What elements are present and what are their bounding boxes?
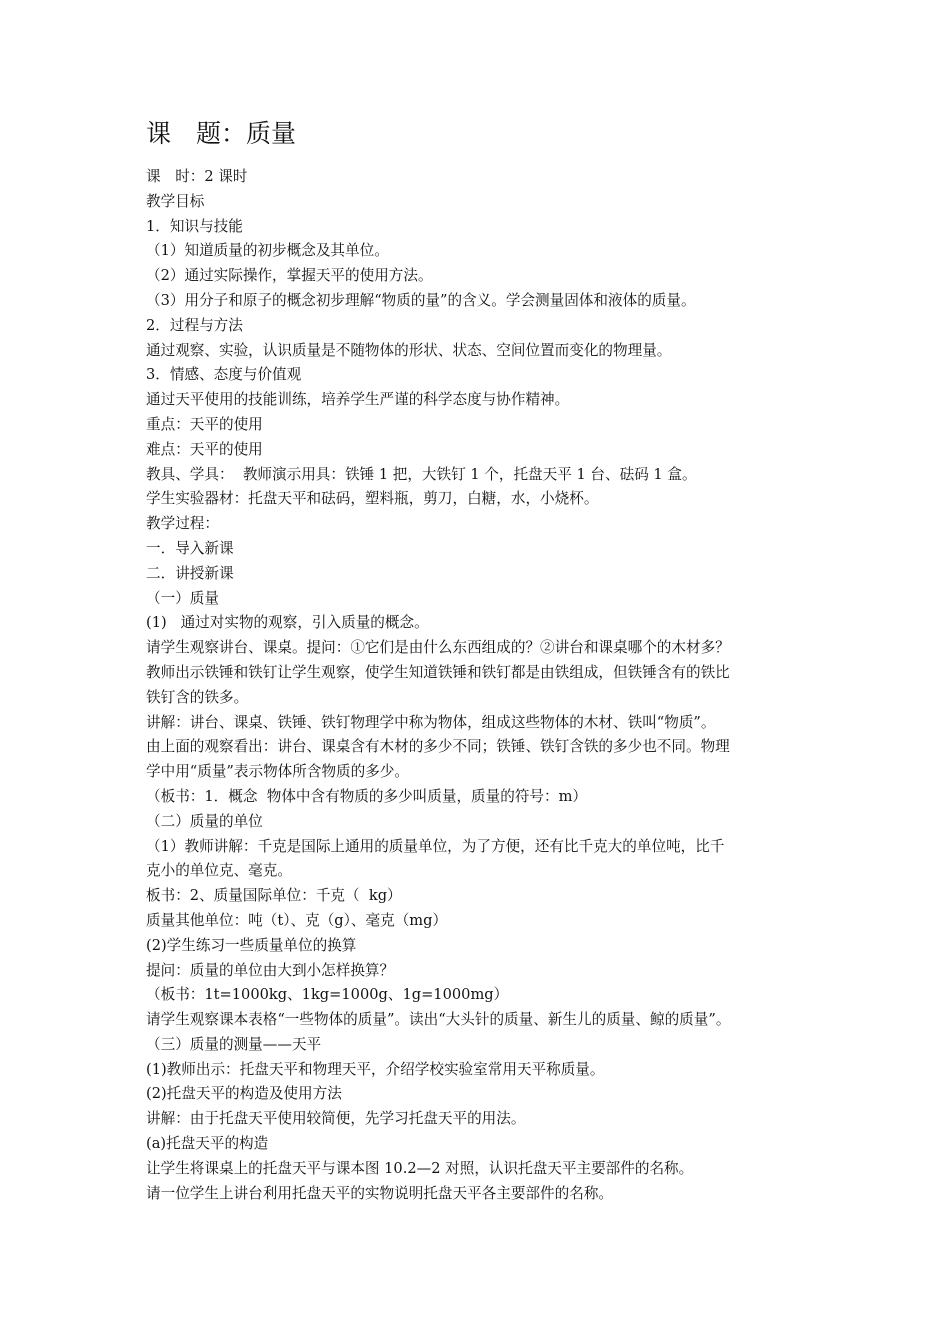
- lesson-body: [146, 165, 816, 1206]
- text-line: 2．过程与方法: [146, 316, 243, 334]
- text-line: 教学目标: [146, 192, 205, 210]
- text-line: 通过天平使用的技能训练，培养学生严谨的科学态度与协作精神。: [146, 391, 570, 409]
- text-line: 讲解：由于托盘天平使用较简便，先学习托盘天平的用法。: [146, 1110, 526, 1128]
- text-line: （3）用分子和原子的概念初步理解“物质的量”的含义。学会测量固体和液体的质量。: [146, 291, 696, 309]
- text-line: 板书：2、质量国际单位：千克（ kg）: [146, 887, 402, 905]
- text-line: 铁钉含的铁多。: [146, 688, 249, 706]
- text-line: (2)学生练习一些质量单位的换算: [146, 936, 357, 954]
- text-line: 学中用“质量”表示物体所含物质的多少。: [146, 763, 410, 781]
- text-line: （1）教师讲解：千克是国际上通用的质量单位，为了方便，还有比千克大的单位吨，比千: [146, 837, 725, 855]
- text-line: 通过观察、实验，认识质量是不随物体的形状、状态、空间位置而变化的物理量。: [146, 341, 672, 359]
- text-line: 3．情感、态度与价值观: [146, 366, 302, 384]
- text-line: （二）质量的单位: [146, 812, 263, 830]
- text-line: 重点：天平的使用: [146, 415, 263, 433]
- text-line: 请学生观察课本表格“一些物体的质量”。读出“大头针的质量、新生儿的质量、鲸的质量”。: [146, 1011, 731, 1029]
- text-line: 教师出示铁锤和铁钉让学生观察，使学生知道铁锤和铁钉都是由铁组成，但铁锤含有的铁比: [146, 663, 730, 681]
- text-line: 提问：质量的单位由大到小怎样换算？: [146, 961, 395, 979]
- text-line: （板书：1．概念 物体中含有物质的多少叫质量，质量的符号：m）: [146, 787, 588, 805]
- text-line: 课 时：2 课时: [146, 168, 248, 185]
- text-line: (1) 通过对实物的观察，引入质量的概念。: [146, 614, 429, 632]
- text-line: 请学生观察讲台、课桌。提问：①它们是由什么东西组成的？②讲台和课桌哪个的木材多？: [146, 639, 730, 657]
- text-line: 质量其他单位：吨（t）、克（g）、毫克（mg）: [146, 911, 448, 929]
- text-line: (2)托盘天平的构造及使用方法: [146, 1085, 342, 1103]
- lesson-title: [146, 116, 816, 152]
- text-line: 一．导入新课: [146, 539, 234, 557]
- text-line: 讲解：讲台、课桌、铁锤、铁钉物理学中称为物体，组成这些物体的木材、铁叫“物质”。: [146, 713, 716, 731]
- text-line: （板书：1t=1000kg、1kg=1000g、1g=1000mg）: [146, 986, 509, 1004]
- text-line: 请一位学生上讲台利用托盘天平的实物说明托盘天平各主要部件的名称。: [146, 1184, 614, 1202]
- text-line: 1．知识与技能: [146, 217, 243, 235]
- title-value: 质量: [246, 119, 297, 148]
- text-line: 让学生将课桌上的托盘天平与课本图 10.2—2 对照，认识托盘天平主要部件的名称。: [146, 1159, 694, 1177]
- text-line: 由上面的观察看出：讲台、课桌含有木材的多少不同；铁锤、铁钉含铁的多少也不同。物理: [146, 738, 730, 756]
- text-line: 教学过程：: [146, 515, 219, 533]
- text-line: （三）质量的测量——天平: [146, 1035, 322, 1053]
- text-line: 克小的单位克、毫克。: [146, 862, 292, 880]
- document-page: [146, 116, 816, 1206]
- text-line: （一）质量: [146, 589, 219, 607]
- text-line: （1）知道质量的初步概念及其单位。: [146, 242, 389, 260]
- text-line: 教具、学具： 教师演示用具：铁锤 1 把，大铁钉 1 个，托盘天平 1 台、砝码 1 盒。: [146, 465, 697, 483]
- text-line: 二．讲授新课: [146, 564, 234, 582]
- text-line: (1)教师出示：托盘天平和物理天平，介绍学校实验室常用天平称质量。: [146, 1060, 605, 1078]
- text-line: (a)托盘天平的构造: [146, 1135, 269, 1153]
- title-label: 课 题：: [146, 119, 247, 148]
- text-line: 难点：天平的使用: [146, 440, 263, 458]
- text-line: （2）通过实际操作，掌握天平的使用方法。: [146, 267, 433, 285]
- text-line: 学生实验器材：托盘天平和砝码，塑料瓶，剪刀，白糖，水，小烧杯。: [146, 490, 599, 508]
